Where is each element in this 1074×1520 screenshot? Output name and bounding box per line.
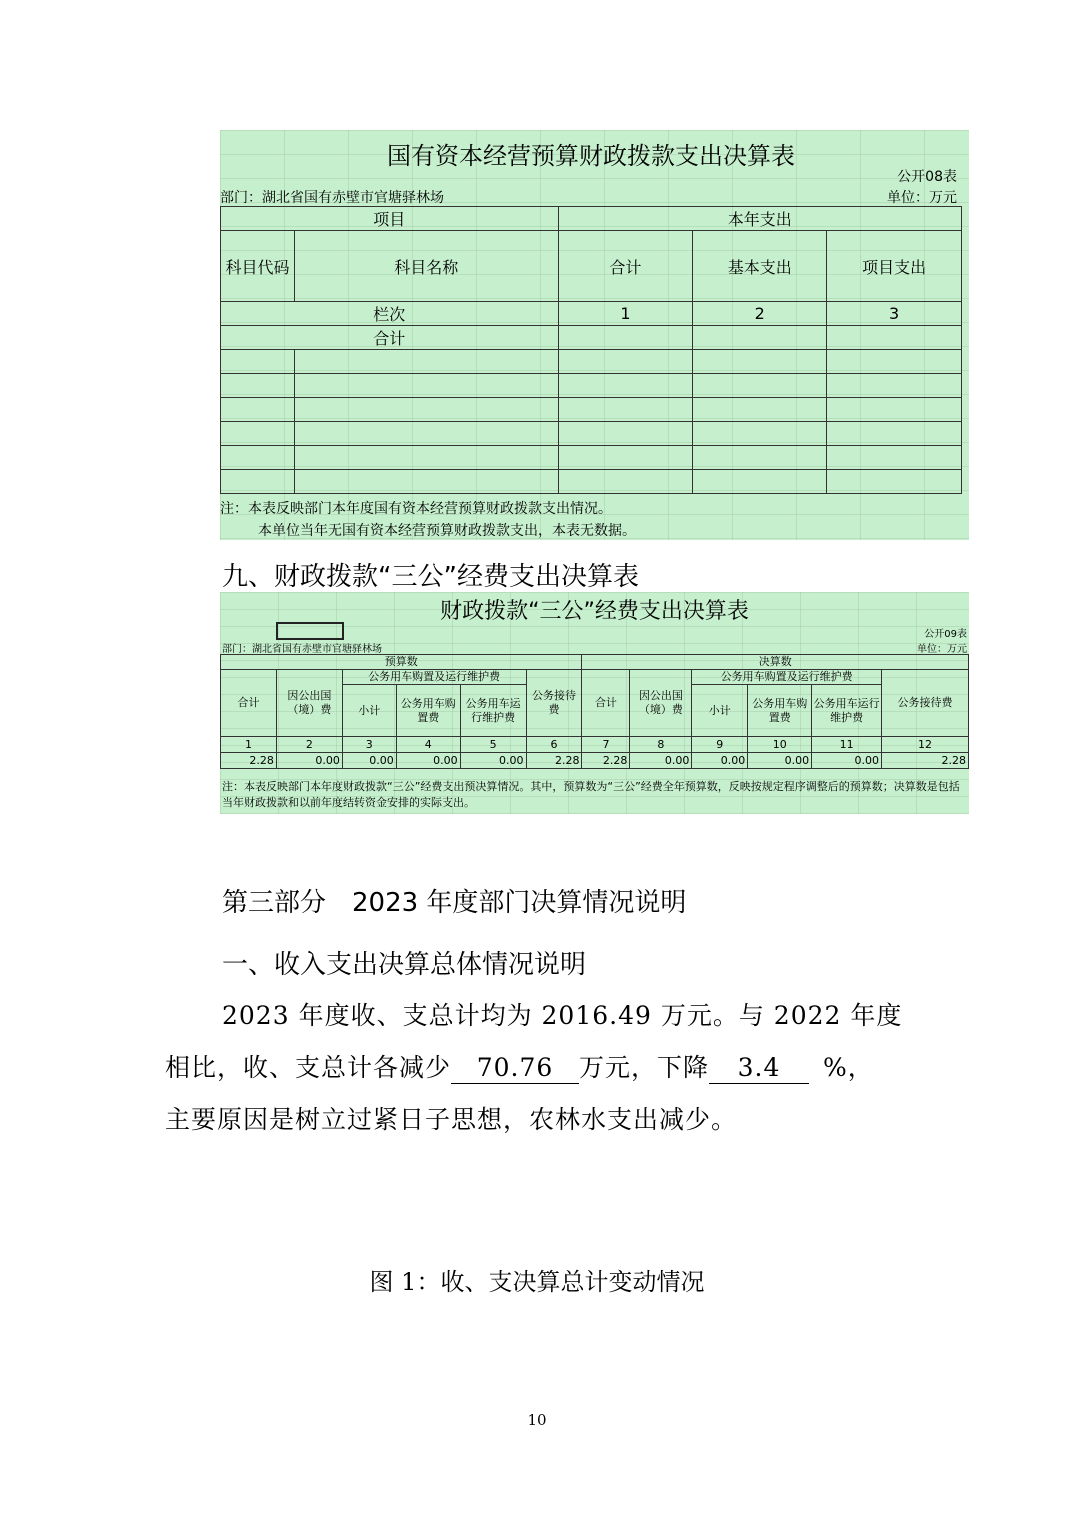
table1-header-year: 本年支出: [558, 207, 961, 231]
table1-form-no: 公开08表: [897, 169, 957, 185]
table2-grid: [220, 654, 969, 769]
table1-header-code: 科目代码: [221, 231, 295, 302]
table1-grid: [220, 206, 962, 494]
table2-header-vehicle: 公务用车购置及运行维护费: [342, 670, 526, 685]
table2-col-num: 5: [460, 737, 526, 753]
table2-col-num: 3: [342, 737, 396, 753]
paragraph-line2-b: 万元，下降: [579, 1053, 710, 1082]
table2-col-num: 9: [692, 737, 748, 753]
table-row: [221, 374, 962, 398]
table2-col-num: 12: [882, 737, 969, 753]
table2-col-num: 1: [221, 737, 277, 753]
table2-value: 0.00: [342, 753, 396, 769]
table1-note2: 本单位当年无国有资本经营预算财政拨款支出，本表无数据。: [258, 523, 636, 539]
table-cell: [693, 326, 827, 350]
state-capital-budget-table: [220, 130, 969, 540]
table2-header-operate: 公务用车运行维护费: [812, 685, 882, 737]
table2-value: 2.28: [882, 753, 969, 769]
table-row: [221, 753, 969, 769]
table1-col-num: 2: [693, 302, 827, 326]
table2-col-num: 2: [276, 737, 342, 753]
table2-value: 0.00: [748, 753, 812, 769]
table1-note1: 注：本表反映部门本年度国有资本经营预算财政拨款支出情况。: [220, 501, 612, 517]
table2-header-subtotal: 小计: [692, 685, 748, 737]
table2-value: 0.00: [630, 753, 692, 769]
table-row: [221, 422, 962, 446]
table2-note: 注：本表反映部门本年度财政拨款“三公”经费支出预决算情况。其中，预算数为“三公”经费全年预算数，反映按规定程序调整后的预算数；决算数是包括当年财政拨款和以前年度结转资金安排的实际支出。: [222, 780, 960, 809]
table2-header-vehicle: 公务用车购置及运行维护费: [692, 670, 882, 685]
paragraph-line2-c: %，: [823, 1053, 874, 1082]
table2-header-reception: 公务接待费: [526, 670, 582, 737]
table1-header-basic: 基本支出: [693, 231, 827, 302]
table2-value: 2.28: [582, 753, 630, 769]
table1-header-name: 科目名称: [294, 231, 558, 302]
table2-value: 0.00: [812, 753, 882, 769]
three-public-expenses-table: [220, 592, 969, 814]
table-row: [221, 398, 962, 422]
table2-header-abroad: 因公出国（境）费: [276, 670, 342, 737]
table1-row-total: 合计: [221, 326, 559, 350]
table2-header-total: 合计: [221, 670, 277, 737]
table2-header-purchase: 公务用车购置费: [396, 685, 460, 737]
table2-value: 0.00: [692, 753, 748, 769]
section1-title: 一、收入支出决算总体情况说明: [222, 950, 587, 980]
table2-value: 0.00: [276, 753, 342, 769]
table2-value: 0.00: [460, 753, 526, 769]
paragraph-line2: [165, 1042, 925, 1094]
table1-row-col: 栏次: [221, 302, 559, 326]
table2-header-subtotal: 小计: [342, 685, 396, 737]
table2-col-num: 6: [526, 737, 582, 753]
paragraph-line1: 2023 年度收、支总计均为 2016.49 万元。与 2022 年度: [222, 1001, 903, 1030]
table2-value: 0.00: [396, 753, 460, 769]
table1-col-num: 1: [558, 302, 693, 326]
table2-dept: 部门：湖北省国有赤壁市官塘驿林场: [222, 644, 382, 655]
table-row: [221, 446, 962, 470]
table2-value: 2.28: [526, 753, 582, 769]
selected-cell-outline: [276, 622, 344, 640]
table2-col-num: 10: [748, 737, 812, 753]
table2-col-num: 11: [812, 737, 882, 753]
section-heading-9: 九、财政拨款“三公”经费支出决算表: [222, 562, 639, 592]
decrease-amount: 70.76: [451, 1053, 579, 1084]
paragraph-line3: 主要原因是树立过紧日子思想，农林水支出减少。: [165, 1105, 738, 1134]
table1-header-project: 项目支出: [827, 231, 962, 302]
table2-header-abroad: 因公出国（境）费: [630, 670, 692, 737]
table2-title: 财政拨款“三公”经费支出决算表: [440, 599, 749, 624]
table-row: [221, 470, 962, 494]
figure-caption: 图 1：收、支决算总计变动情况: [369, 1268, 705, 1296]
table2-value: 2.28: [221, 753, 277, 769]
table2-header-budget: 预算数: [221, 655, 582, 670]
table2-header-final: 决算数: [582, 655, 969, 670]
table2-col-num: 4: [396, 737, 460, 753]
table2-col-num: 8: [630, 737, 692, 753]
table2-header-total: 合计: [582, 670, 630, 737]
table2-header-reception: 公务接待费: [882, 670, 969, 737]
table2-col-num: 7: [582, 737, 630, 753]
table-cell: [827, 326, 962, 350]
table1-header-total: 合计: [558, 231, 693, 302]
table1-title: 国有资本经营预算财政拨款支出决算表: [387, 142, 795, 170]
table1-dept: 部门：湖北省国有赤壁市官塘驿林场: [220, 190, 444, 206]
table1-unit: 单位：万元: [887, 190, 957, 206]
table2-form-no: 公开09表: [924, 629, 967, 640]
part3-title: 第三部分 2023 年度部门决算情况说明: [222, 888, 687, 918]
table1-col-num: 3: [827, 302, 962, 326]
decrease-percent: 3.4: [709, 1053, 809, 1084]
page-number: 10: [527, 1411, 547, 1429]
table-cell: [558, 326, 693, 350]
table2-header-operate: 公务用车运行维护费: [460, 685, 526, 737]
paragraph-line2-a: 相比，收、支总计各减少: [165, 1053, 452, 1082]
table2-unit: 单位：万元: [917, 644, 967, 655]
table1-header-item: 项目: [221, 207, 559, 231]
table-row: [221, 350, 962, 374]
table2-header-purchase: 公务用车购置费: [748, 685, 812, 737]
